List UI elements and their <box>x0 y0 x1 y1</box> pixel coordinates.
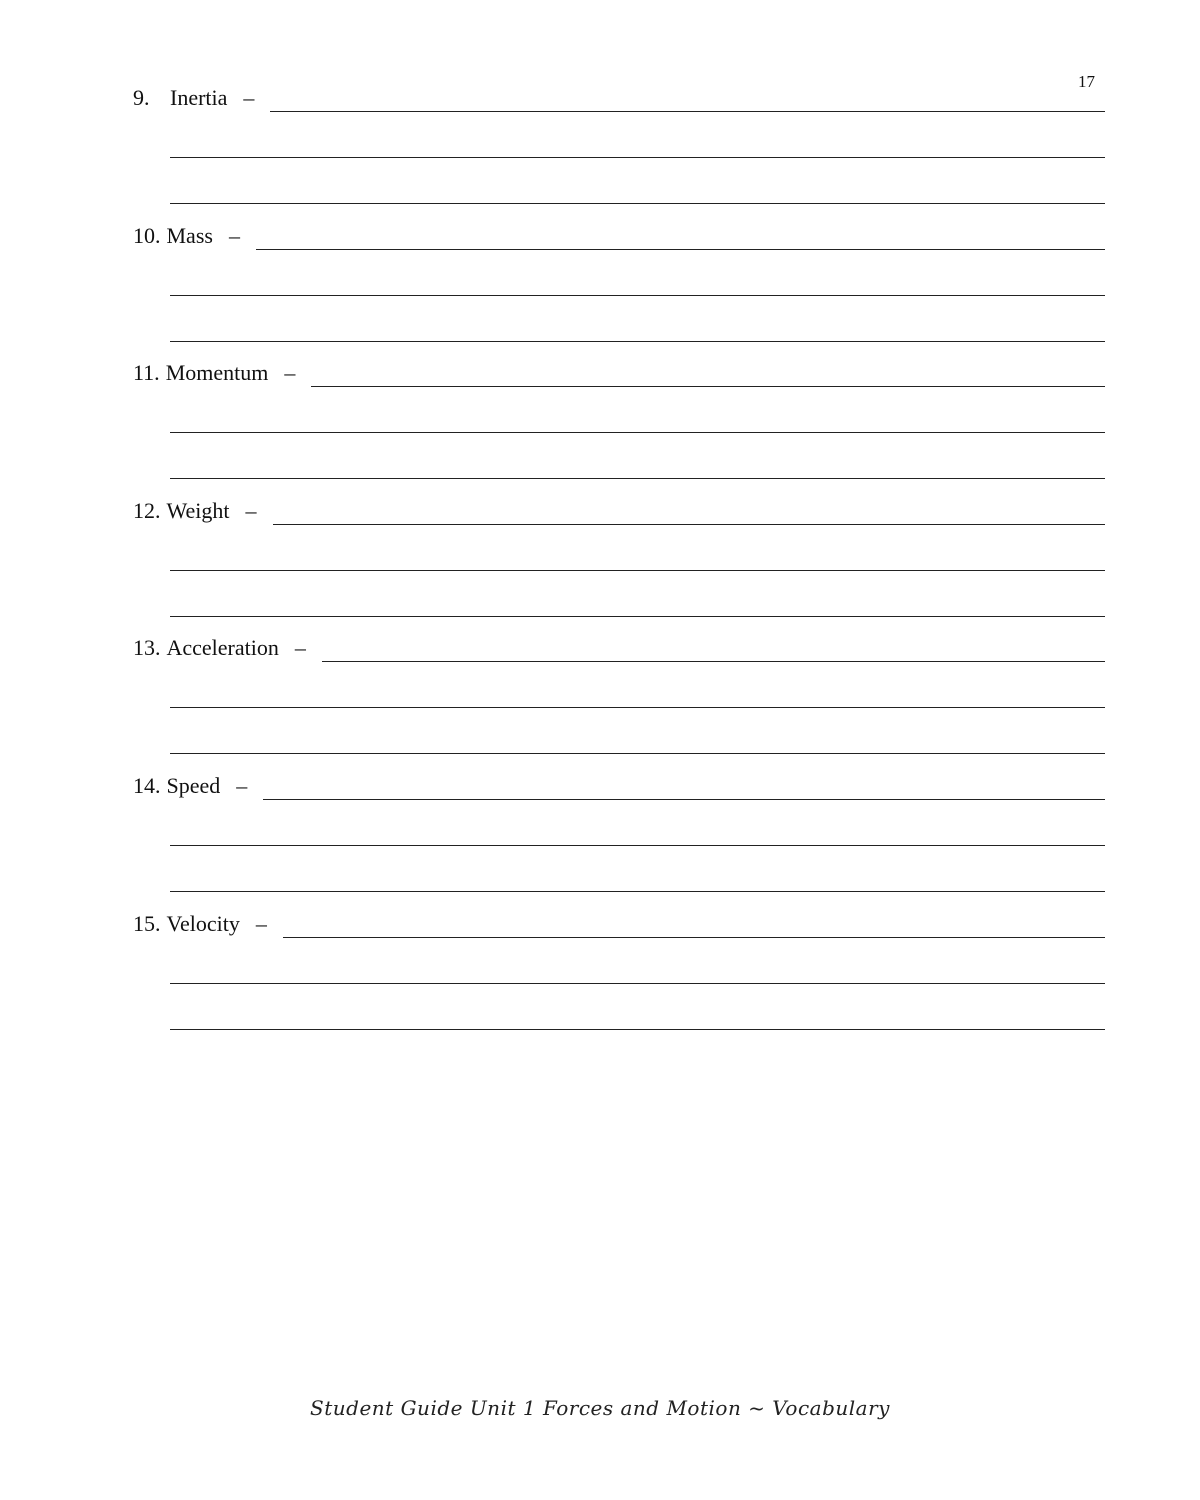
definition-blank-line[interactable] <box>170 708 1105 754</box>
entry-first-line <box>133 222 1105 250</box>
definition-blank-line[interactable] <box>170 571 1105 617</box>
definition-blank-line[interactable] <box>322 639 1105 662</box>
definition-blank-line[interactable] <box>170 387 1105 433</box>
vocabulary-entry <box>133 359 1105 479</box>
definition-blank-line[interactable] <box>170 938 1105 984</box>
page-number: 17 <box>1078 72 1095 91</box>
vocabulary-entry <box>133 222 1105 342</box>
entry-term: Acceleration <box>166 635 279 661</box>
entry-dash: – <box>245 497 257 523</box>
definition-blank-line[interactable] <box>283 915 1105 938</box>
page-footer: Student Guide Unit 1 Forces and Motion ~ Vocabulary <box>310 1396 890 1420</box>
entry-number: 12. <box>133 497 161 523</box>
entry-first-line <box>133 497 1105 525</box>
definition-blank-line[interactable] <box>170 433 1105 479</box>
entry-dash: – <box>243 85 255 110</box>
entry-dash: – <box>255 910 267 936</box>
definition-blank-line[interactable] <box>170 846 1105 892</box>
entry-first-line <box>133 84 1105 112</box>
vocabulary-entry <box>133 497 1105 617</box>
entry-number: 9. <box>133 85 150 110</box>
entry-first-line <box>133 359 1105 387</box>
definition-blank-line[interactable] <box>170 296 1105 342</box>
definition-blank-line[interactable] <box>263 777 1105 800</box>
entry-term: Momentum <box>165 360 269 386</box>
entry-first-line <box>133 772 1105 800</box>
definition-blank-line[interactable] <box>273 502 1106 525</box>
entry-dash: – <box>236 773 248 798</box>
entry-dash: – <box>228 222 240 248</box>
vocabulary-entry <box>133 772 1105 892</box>
definition-blank-line[interactable] <box>170 250 1105 296</box>
entry-number: 13. <box>133 635 161 661</box>
entry-number: 11. <box>133 360 160 386</box>
vocabulary-entry <box>133 634 1105 754</box>
entry-dash: – <box>294 635 306 661</box>
entry-number: 10. <box>133 222 161 248</box>
vocabulary-entry <box>133 910 1105 1030</box>
vocabulary-entry <box>133 84 1105 204</box>
definition-blank-line[interactable] <box>170 984 1105 1030</box>
entry-first-line <box>133 634 1105 662</box>
definition-blank-line[interactable] <box>311 364 1105 387</box>
entry-term: Inertia <box>170 85 228 110</box>
entry-first-line <box>133 910 1105 938</box>
entry-term: Speed <box>166 773 221 798</box>
definition-blank-line[interactable] <box>170 662 1105 708</box>
definition-blank-line[interactable] <box>256 227 1105 250</box>
entry-term: Mass <box>166 222 213 248</box>
definition-blank-line[interactable] <box>170 525 1105 571</box>
definition-blank-line[interactable] <box>170 800 1105 846</box>
definition-blank-line[interactable] <box>170 158 1105 204</box>
entry-number: 14. <box>133 773 161 798</box>
entry-term: Weight <box>166 497 230 523</box>
definition-blank-line[interactable] <box>270 89 1105 112</box>
entry-number: 15. <box>133 910 161 936</box>
entry-term: Velocity <box>166 910 240 936</box>
definition-blank-line[interactable] <box>170 112 1105 158</box>
entry-dash: – <box>284 360 296 386</box>
